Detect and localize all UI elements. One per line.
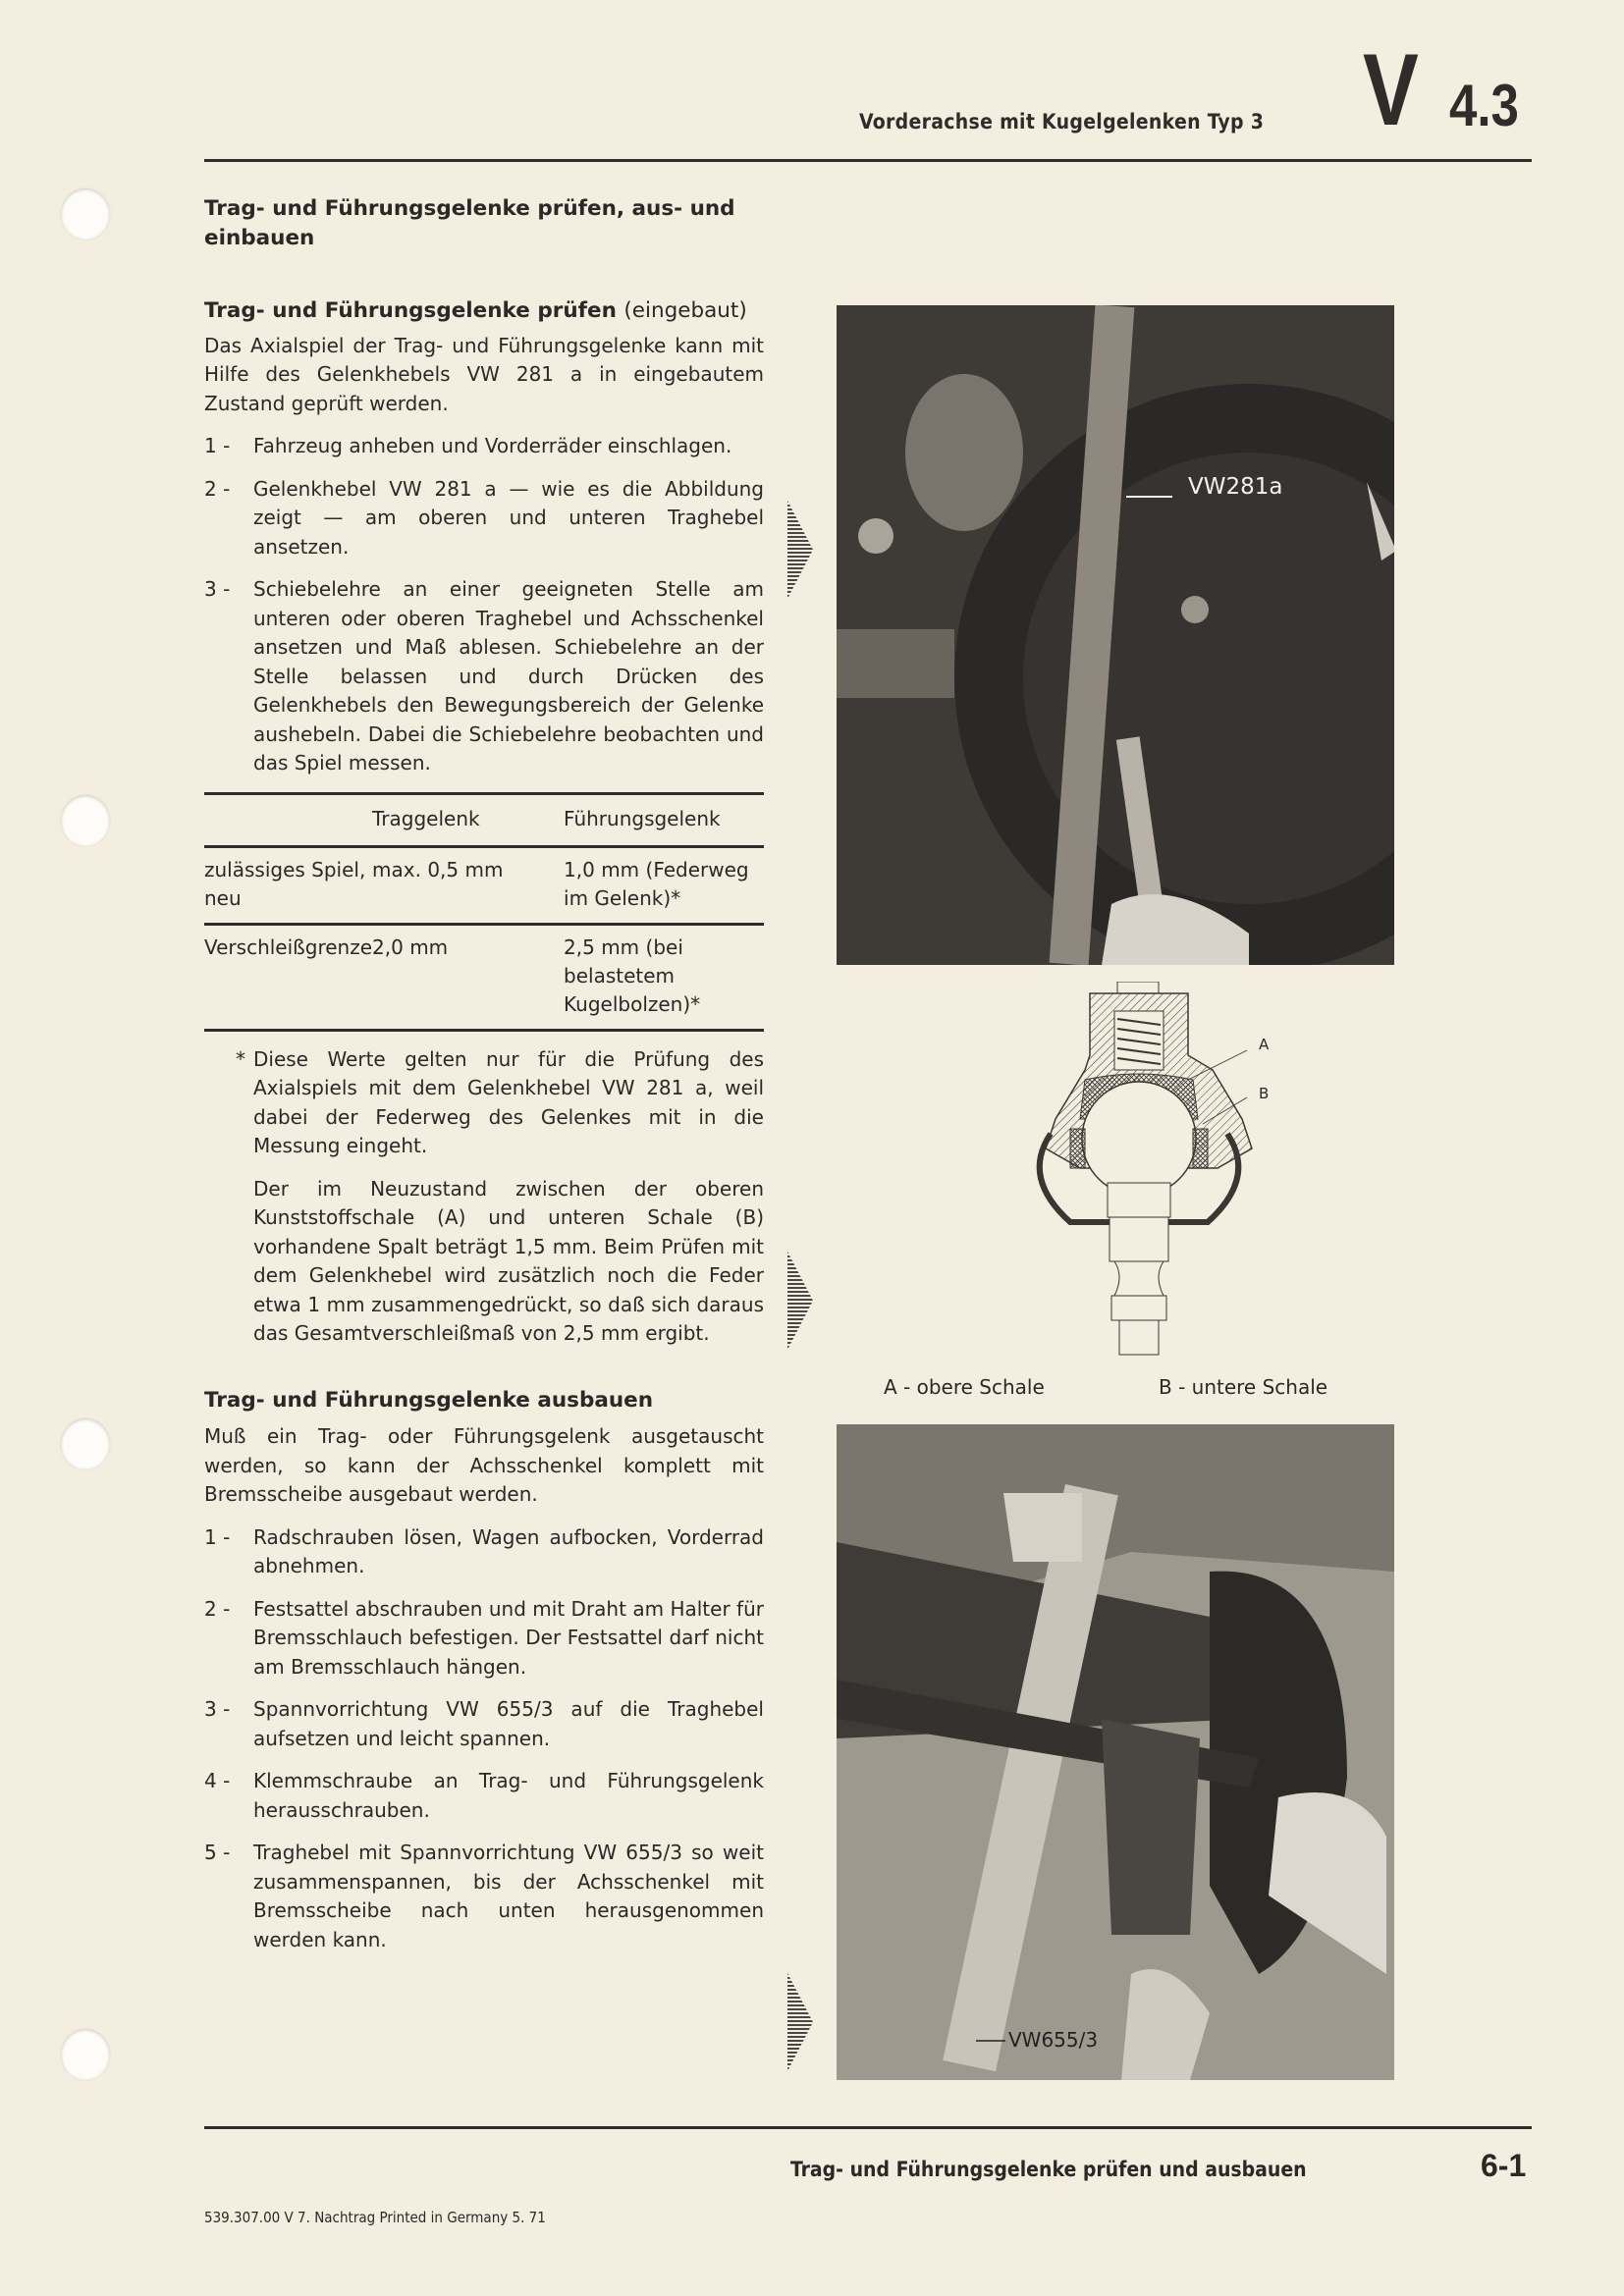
header-title: Vorderachse mit Kugelgelenken Typ 3 — [859, 110, 1265, 133]
diagram-label-a: A — [1259, 1036, 1270, 1053]
list-item: 2 - Gelenkhebel VW 281 a — wie es die Abbildung zeigt — am oberen und unteren Traghebel ansetzen. — [204, 476, 764, 559]
pointer-arrow-icon — [785, 501, 815, 599]
binder-hole — [61, 1418, 110, 1469]
pointer-arrow-icon — [785, 1973, 815, 2071]
check-intro: Das Axialspiel der Trag- und Führungsgelenke kann mit Hilfe des Gelenkhebels VW 281 a in eingebautem Zustand geprüft werden. — [204, 333, 764, 415]
list-item: 2 - Festsattel abschrauben und mit Draht am Halter für Bremsschlauch befestigen. Der Festsattel darf nicht am Bremsschlauch hängen. — [204, 1596, 764, 1679]
main-heading: Trag- und Führungsgelenke prüfen, aus- und einbauen — [204, 196, 735, 250]
binder-hole — [61, 188, 110, 240]
removal-intro: Muß ein Trag- oder Führungsgelenk ausgetauscht werden, so kann der Achsschenkel komplett mit Bremsscheibe ausgebaut werden. — [204, 1424, 764, 1506]
list-item: 3 - Spannvorrichtung VW 655/3 auf die Traghebel aufsetzen und leicht spannen. — [204, 1697, 764, 1750]
page-number: 6-1 — [1481, 2148, 1527, 2183]
header-rule — [204, 159, 1532, 162]
footer-rule — [204, 2126, 1532, 2129]
binder-hole — [61, 795, 110, 846]
footnote: * Diese Werte gelten nur für die Prüfung des Axialspiels mit dem Gelenkhebel VW 281 a, weil dabei der Federweg des Gelenkes mit in die Messung eingeht. — [236, 1046, 764, 1157]
caption-b: B - untere Schale — [1159, 1375, 1328, 1399]
imprint: 539.307.00 V 7. Nachtrag Printed in Germany 5. 71 — [204, 2209, 546, 2226]
table-row: Verschleißgrenze 2,0 mm 2,5 mm (bei belastetem Kugelbolzen)* — [204, 924, 764, 1030]
footnote-extra: Der im Neuzustand zwischen der oberen Kunststoffschale (A) und unteren Schale (B) vorhandene Spalt beträgt 1,5 mm. Beim Prüfen mit dem Gelenkhebel wird zusätzlich noch die Feder etwa 1 mm zusammengedrückt, so daß sich daraus das Gesamtverschleißmaß von 2,5 mm ergibt. — [253, 1176, 764, 1345]
list-item: 1 - Fahrzeug anheben und Vorderräder einschlagen. — [204, 434, 732, 457]
section-letter: V — [1363, 33, 1418, 147]
photo2-callout: VW655/3 — [1008, 2028, 1099, 2052]
section-heading-removal: Trag- und Führungsgelenke ausbauen — [204, 1387, 654, 1413]
pointer-arrow-icon — [785, 1252, 815, 1350]
table-header-row: Traggelenk Führungsgelenk — [204, 793, 764, 846]
footer-title: Trag- und Führungsgelenke prüfen und ausbauen — [790, 2158, 1307, 2181]
list-item: 4 - Klemmschraube an Trag- und Führungsgelenk herausschrauben. — [204, 1769, 764, 1822]
spec-table — [204, 792, 764, 1032]
photo1-callout: VW281a — [1188, 474, 1283, 500]
caption-a: A - obere Schale — [884, 1375, 1045, 1399]
section-heading-check: Trag- und Führungsgelenke prüfen (eingebaut) — [204, 298, 747, 323]
section-number: 4.3 — [1449, 73, 1519, 138]
photo-spring-compressor — [837, 1424, 1394, 2080]
binder-hole — [61, 2029, 110, 2080]
list-item: 1 - Radschrauben lösen, Wagen aufbocken, Vorderrad abnehmen. — [204, 1524, 764, 1577]
section-code — [1363, 33, 1519, 147]
text-column — [204, 194, 764, 1954]
diagram-label-b: B — [1259, 1085, 1270, 1102]
list-item: 3 - Schiebelehre an einer geeigneten Stelle am unteren oder oberen Traghebel und Achsschenkel ansetzen und Maß ablesen. Schiebelehre an der Stelle belassen und durch Drücken des Gelenkhebels den Bewegungsbereich der Gelenke aushebeln. Dabei die Schiebelehre beobachten und das Spiel messen. — [204, 577, 764, 774]
photo-gauge-lever — [837, 305, 1394, 965]
table-row: zulässiges Spiel, neu max. 0,5 mm 1,0 mm (Federweg im Gelenk)* — [204, 846, 764, 924]
list-item: 5 - Traghebel mit Spannvorrichtung VW 655/3 so weit zusammenspannen, bis der Achsschenkel mit Bremsscheibe nach unten herausgenommen werden kann. — [204, 1841, 764, 1951]
